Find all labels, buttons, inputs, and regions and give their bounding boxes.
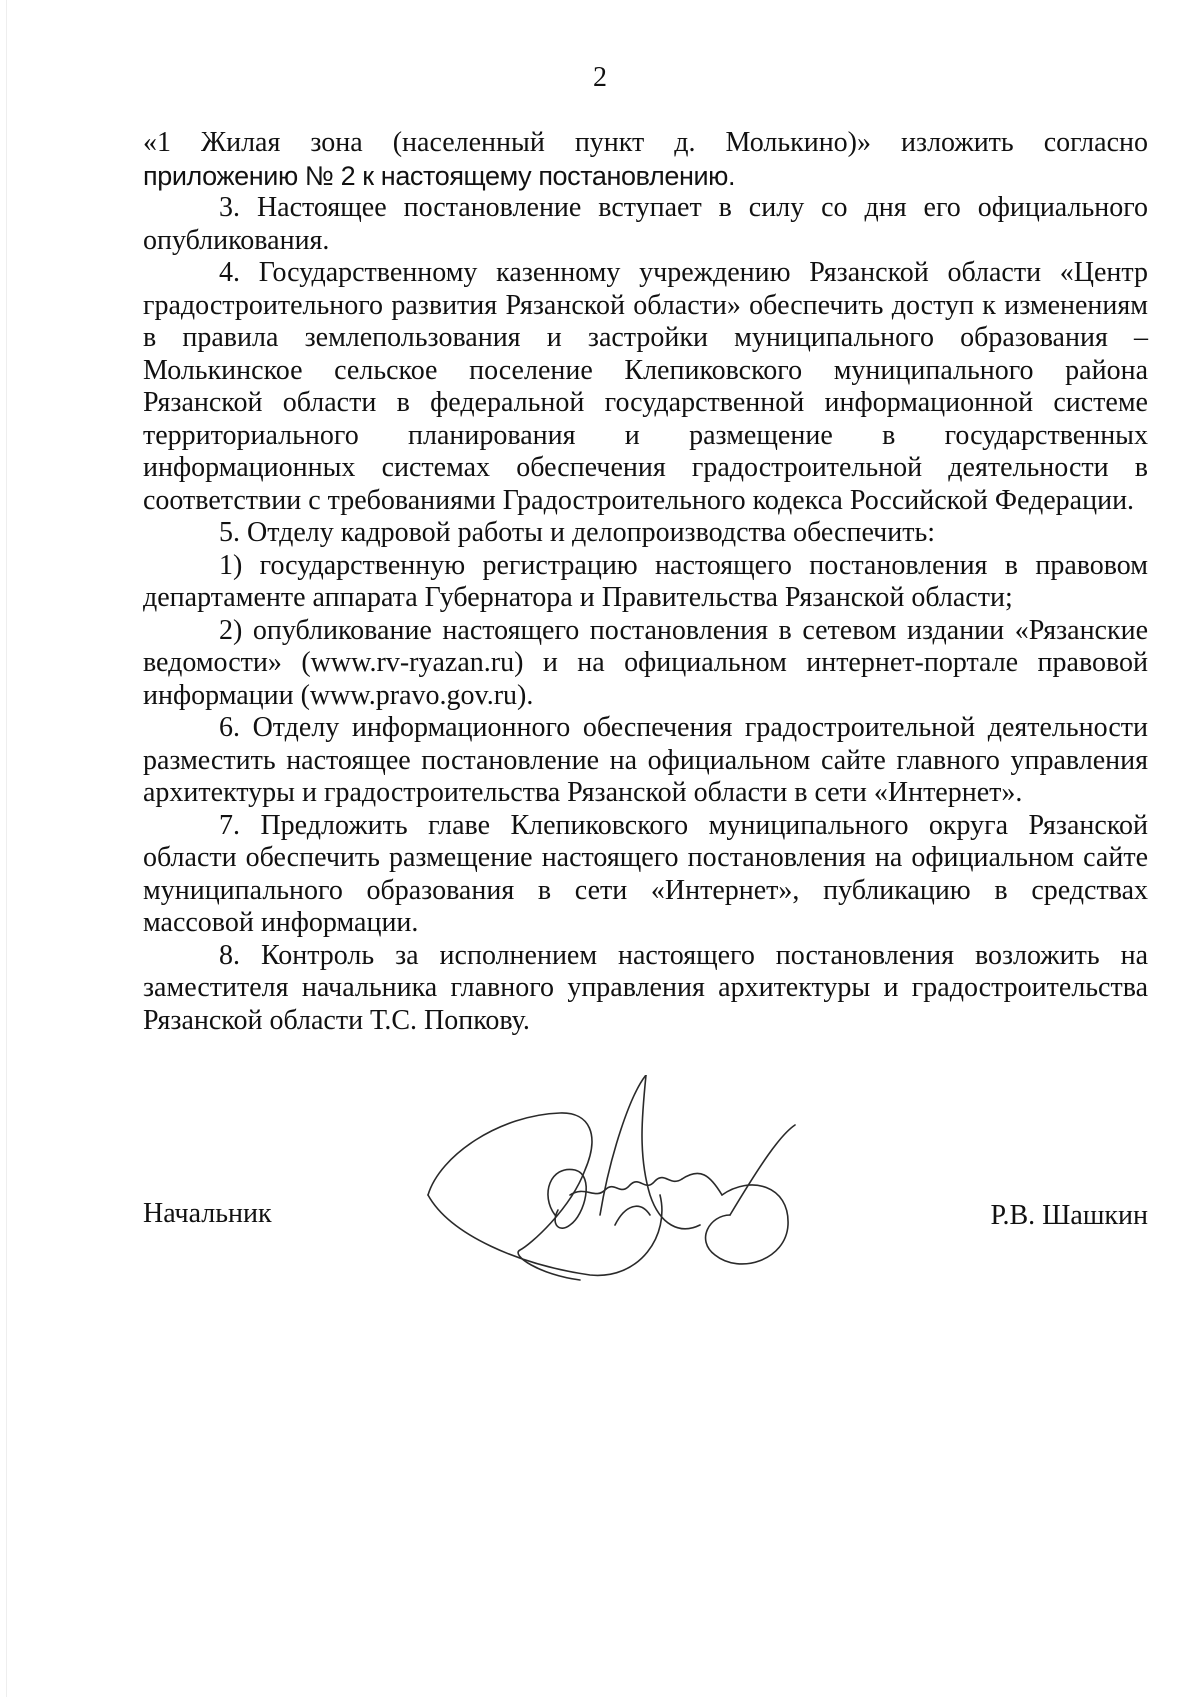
paragraph-item-4: 4. Государственному казенному учреждению Рязанской области «Центр градостроительного развития Рязанской области» обеспечить доступ к изменениям в правила землепользования и застройки муниципального образования – Молькинское сельское поселение Клепиковского муниципального района Рязанской области в федеральной государственной информационной системе территориального планирования и размещение в государственных информационных системах обеспечения градостроительной деятельности в соответствии с требованиями Градостроительного кодекса Российской Федерации. — [143, 257, 1148, 516]
paragraph-continuation: «1 Жилая зона (населенный пункт д. Молькино)» изложить согласно — [143, 127, 1148, 158]
handwritten-signature — [410, 1075, 870, 1335]
document-body — [143, 127, 1148, 1037]
paragraph-item-5: 5. Отделу кадровой работы и делопроизводства обеспечить: — [219, 517, 936, 548]
paragraph-item-5-2: 2) опубликование настоящего постановления в сетевом издании «Рязанские ведомости» (www.rv-ryazan.ru) и на официальном интернет-портале правовой информации (www.pravo.gov.ru). — [143, 614, 1148, 711]
paragraph-continuation-end: приложению № 2 к настоящему постановлению. — [143, 160, 736, 191]
scan-edge-line — [6, 0, 7, 1697]
paragraph-item-5-1: 1) государственную регистрацию настоящего постановления в правовом департаменте аппарата Губернатора и Правительства Рязанской области; — [143, 549, 1148, 613]
page-number: 2 — [593, 62, 607, 93]
paragraph-item-6: 6. Отделу информационного обеспечения градостроительной деятельности разместить настоящее постановление на официальном сайте главного управления архитектуры и градостроительства Рязанской области в сети «Интернет». — [143, 712, 1148, 808]
paragraph-item-8: 8. Контроль за исполнением настоящего постановления возложить на заместителя начальника главного управления архитектуры и градостроительства Рязанской области Т.С. Попкову. — [143, 939, 1148, 1036]
paragraph-item-3: 3. Настоящее постановление вступает в силу со дня его официального опубликования. — [143, 192, 1148, 256]
signatory-position: Начальник — [143, 1198, 272, 1229]
signatory-name: Р.В. Шашкин — [990, 1200, 1148, 1231]
paragraph-item-7: 7. Предложить главе Клепиковского муниципального округа Рязанской области обеспечить размещение настоящего постановления на официальном сайте муниципального образования в сети «Интернет», публикацию в средствах массовой информации. — [143, 809, 1148, 938]
